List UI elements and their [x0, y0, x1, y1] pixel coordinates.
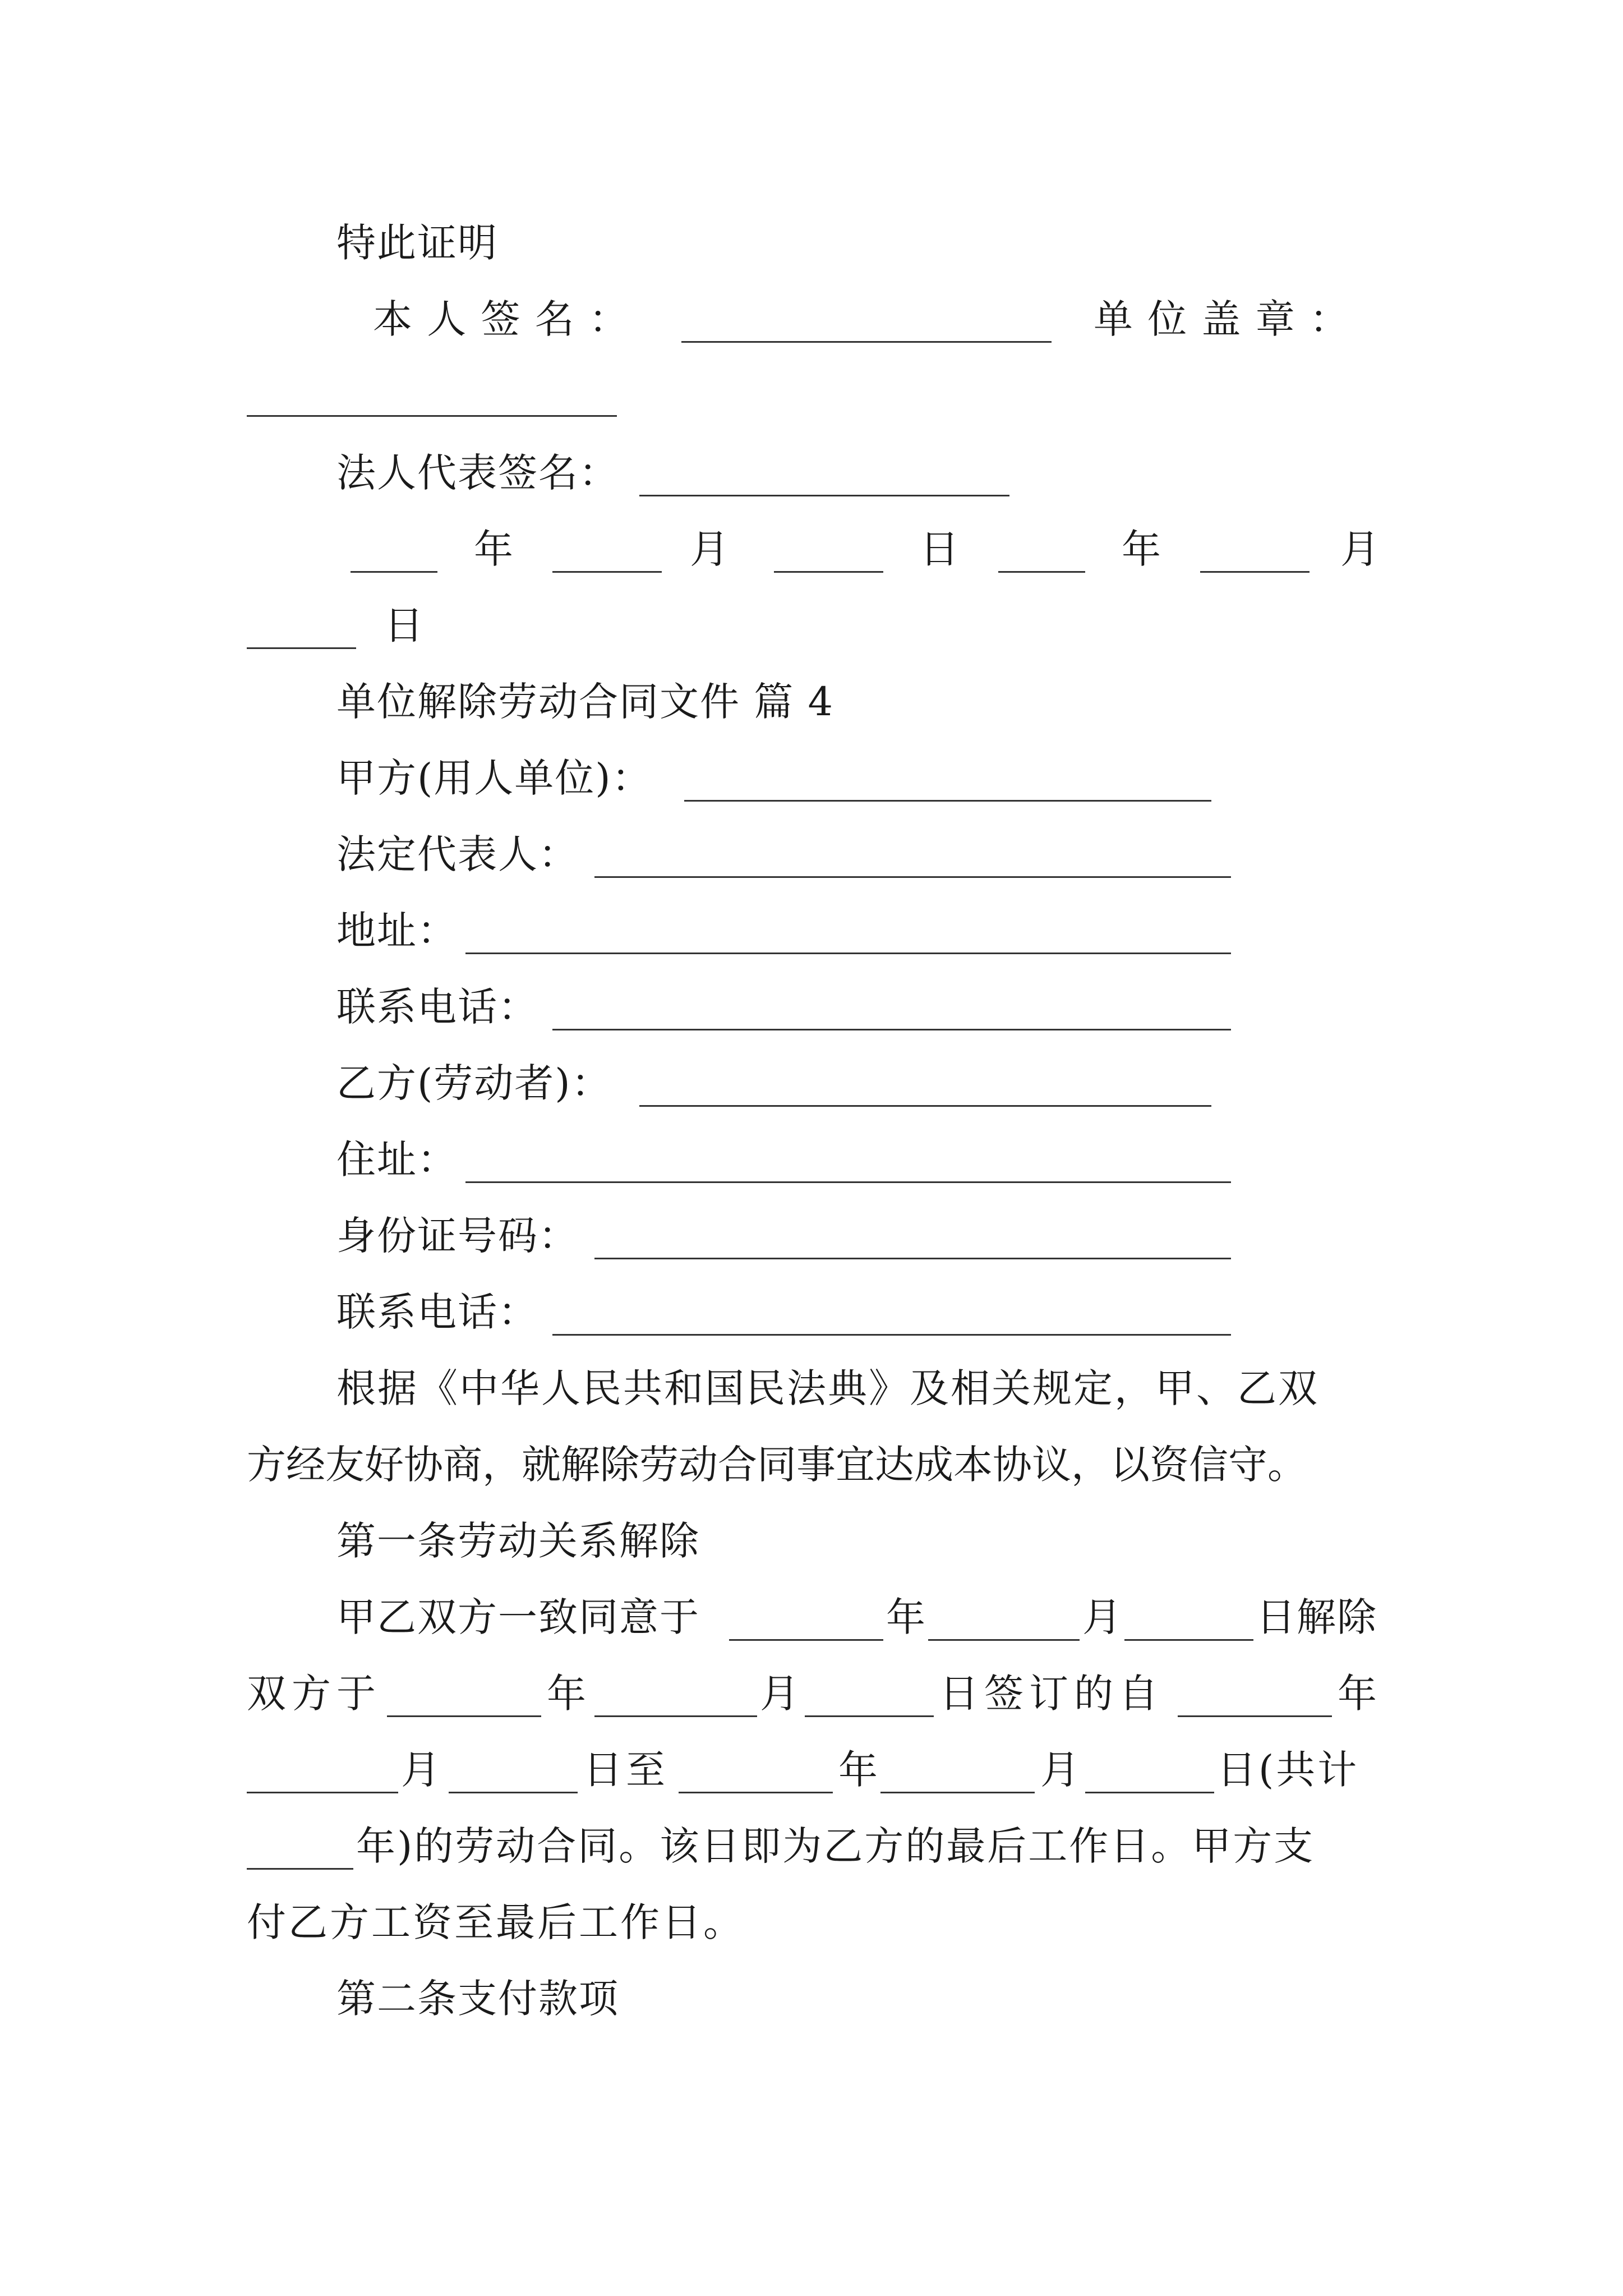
date1-year-blank[interactable]	[351, 532, 437, 573]
a1-line5: 付乙方工资至最后工作日。	[247, 1899, 745, 1945]
a1-l3-month2-blank[interactable]	[880, 1752, 1035, 1793]
phone-b-blank[interactable]	[552, 1295, 1231, 1336]
a1-line2-prefix: 双方于	[247, 1671, 381, 1717]
a1-line3-suffix: 日(共计	[1217, 1747, 1359, 1793]
unit-seal-blank[interactable]	[247, 376, 617, 417]
date2-month-blank[interactable]	[1200, 532, 1310, 573]
address-label: 地址：	[336, 908, 458, 954]
legal-rep-label: 法定代表人：	[336, 831, 579, 877]
a1-line2-mid: 日签订的自	[939, 1671, 1164, 1717]
id-number-blank[interactable]	[594, 1218, 1231, 1259]
a1-l3-month-unit: 月	[401, 1747, 441, 1793]
residence-label: 住址：	[336, 1137, 458, 1182]
unit-seal-label: 单 位 盖 章 ：	[1094, 296, 1350, 342]
date1-month-unit: 月	[690, 526, 730, 572]
a1-l2-month-blank[interactable]	[594, 1676, 757, 1717]
a1-l1-year-blank[interactable]	[729, 1600, 883, 1641]
date1-day-unit: 日	[920, 526, 960, 572]
date1-year-unit: 年	[474, 526, 514, 572]
date2-day-unit: 日	[384, 602, 425, 648]
a1-line3-mid: 日至	[583, 1747, 668, 1793]
id-number-label: 身份证号码：	[336, 1213, 579, 1259]
phone-label: 联系电话：	[336, 984, 538, 1030]
a1-l3-year-unit: 年	[838, 1747, 879, 1793]
a1-l2-day-blank[interactable]	[805, 1676, 934, 1717]
address-blank[interactable]	[465, 913, 1231, 954]
self-sign-blank[interactable]	[681, 302, 1052, 343]
intro-line-1: 根据《中华人民共和国民法典》及相关规定，甲、乙双	[336, 1365, 1319, 1411]
a1-l3-day2-blank[interactable]	[1085, 1752, 1214, 1793]
date1-day-blank[interactable]	[774, 532, 883, 573]
a1-l3-year-blank[interactable]	[679, 1752, 833, 1793]
a1-line1-prefix: 甲乙双方一致同意于	[336, 1594, 700, 1640]
a1-l1-year-unit: 年	[886, 1594, 926, 1640]
legal-rep-sign-blank[interactable]	[639, 455, 1009, 496]
date2-year-unit: 年	[1122, 526, 1162, 572]
intro-line-2: 方经友好协商，就解除劳动合同事宜达成本协议，以资信守。	[247, 1442, 1307, 1488]
a1-l2-month-unit: 月	[760, 1671, 800, 1717]
a1-l1-month-unit: 月	[1082, 1594, 1123, 1640]
party-b-blank[interactable]	[639, 1066, 1211, 1107]
date2-day-blank[interactable]	[247, 608, 356, 649]
self-sign-label: 本 人 签 名 ：	[373, 296, 630, 342]
a1-l2-year2-blank[interactable]	[1178, 1676, 1332, 1717]
date2-year-blank[interactable]	[998, 532, 1085, 573]
date1-month-blank[interactable]	[552, 532, 662, 573]
party-b-label: 乙方(劳动者)：	[336, 1060, 612, 1106]
residence-blank[interactable]	[465, 1142, 1231, 1183]
party-a-blank[interactable]	[684, 761, 1211, 802]
a1-line4-suffix: 年)的劳动合同。该日即为乙方的最后工作日。甲方支	[356, 1823, 1315, 1869]
a1-l1-month-blank[interactable]	[928, 1600, 1080, 1641]
a1-l2-year-unit: 年	[547, 1671, 587, 1717]
party-a-label: 甲方(用人单位)：	[336, 755, 652, 801]
certify-text: 特此证明	[336, 220, 498, 266]
a1-l2-year2-unit: 年	[1338, 1671, 1378, 1717]
date2-month-unit: 月	[1340, 526, 1381, 572]
a1-l3-month2-unit: 月	[1040, 1747, 1081, 1793]
a1-l1-day-blank[interactable]	[1124, 1600, 1253, 1641]
a1-l3-day-blank[interactable]	[449, 1752, 578, 1793]
a1-l3-month-blank[interactable]	[247, 1752, 398, 1793]
article-2-title: 第二条支付款项	[336, 1976, 619, 2022]
phone-b-label: 联系电话：	[336, 1289, 538, 1335]
doc-title: 单位解除劳动合同文件 篇 4	[336, 679, 834, 725]
phone-blank[interactable]	[552, 990, 1231, 1030]
article-1-title: 第一条劳动关系解除	[336, 1518, 700, 1564]
legal-rep-blank[interactable]	[594, 837, 1231, 878]
a1-l2-year-blank[interactable]	[387, 1676, 541, 1717]
legal-rep-sign-label: 法人代表签名：	[336, 450, 619, 496]
a1-l4-years-blank[interactable]	[247, 1829, 353, 1870]
a1-line1-suffix: 日解除	[1256, 1594, 1377, 1640]
